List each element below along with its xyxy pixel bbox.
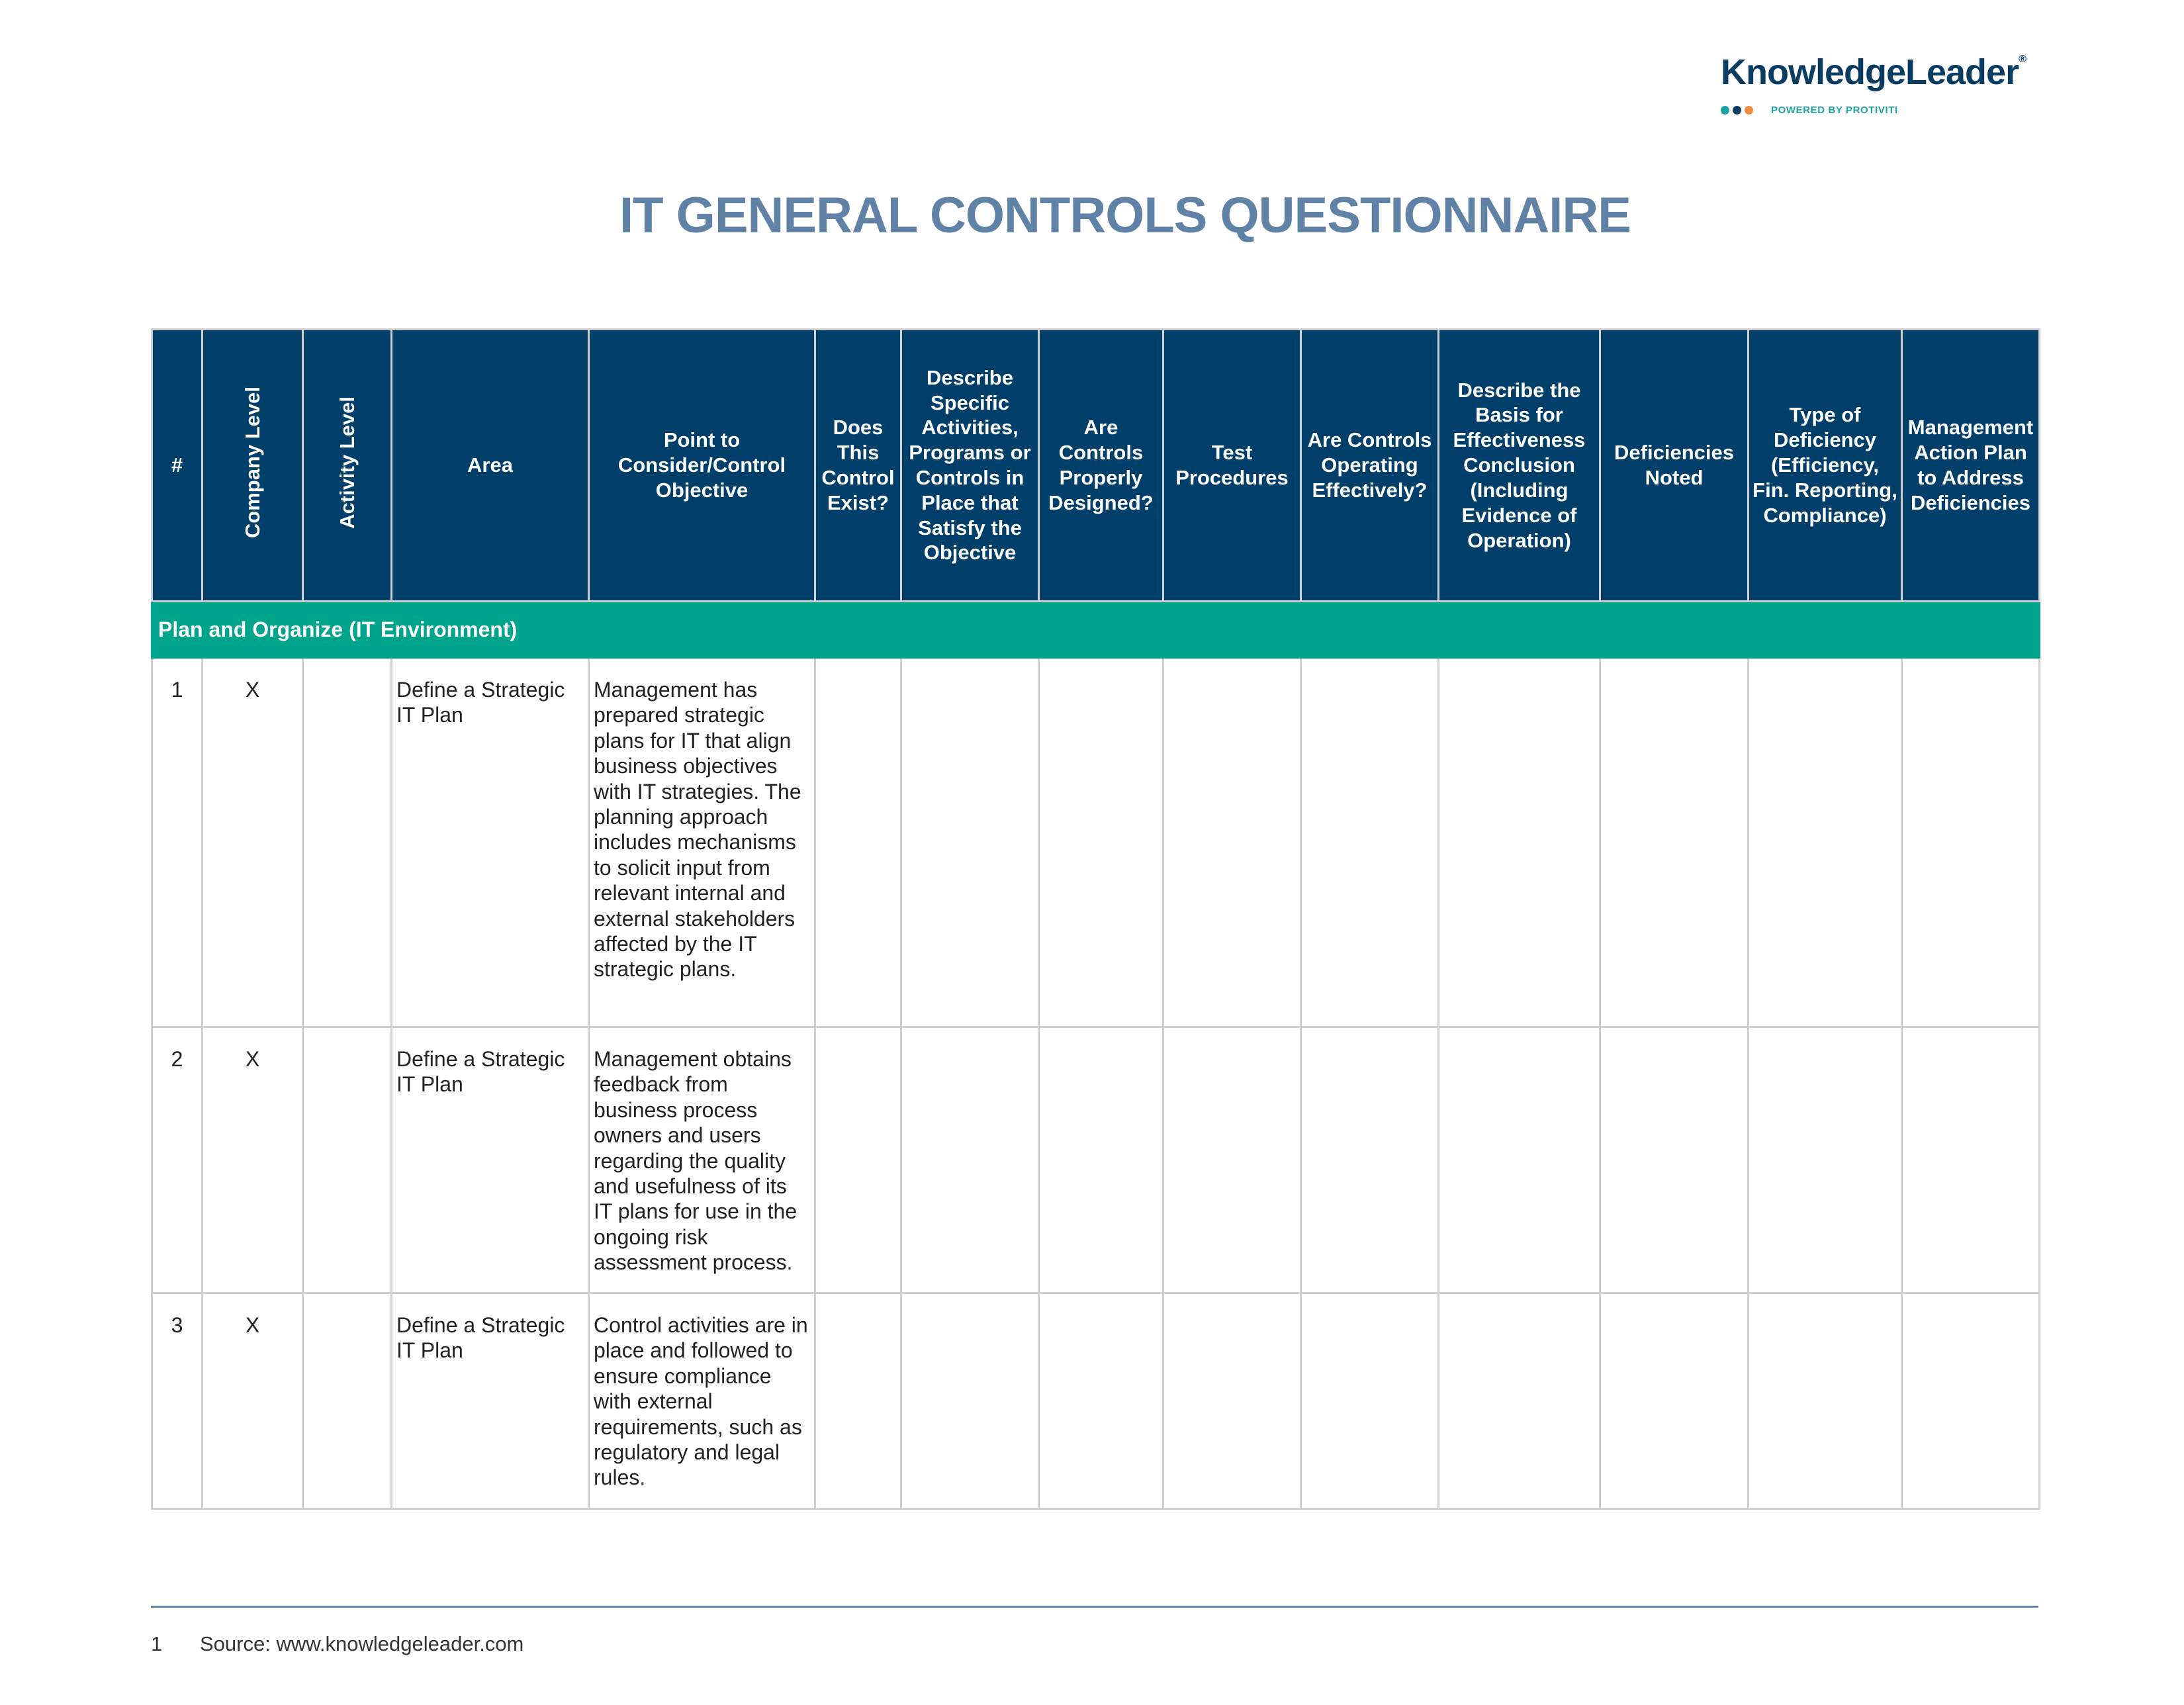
logo-wordmark: KnowledgeLeader bbox=[1721, 52, 2019, 92]
logo-dot-icon bbox=[1733, 106, 1741, 115]
logo-dot-icon bbox=[1745, 106, 1753, 115]
col-header-control-exist: Does This Control Exist? bbox=[815, 330, 901, 602]
area-cell: Define a Strategic IT Plan bbox=[392, 1293, 589, 1509]
col-header-operating-effectively: Are Controls Operating Effectively? bbox=[1301, 330, 1439, 602]
page-title: IT GENERAL CONTROLS QUESTIONNAIRE bbox=[619, 187, 1631, 244]
table-row bbox=[152, 1027, 2040, 1293]
objective-cell: Management obtains feedback from business process owners and users regarding the quality and usefulness of its IT plans for use in the ongoing risk assessment process. bbox=[589, 1027, 815, 1293]
deficiency-type-cell[interactable] bbox=[1749, 1293, 1902, 1509]
col-header-area: Area bbox=[392, 330, 589, 602]
test-procedures-cell[interactable] bbox=[1163, 1027, 1301, 1293]
control-exist-cell[interactable] bbox=[815, 1027, 901, 1293]
col-header-control-objective: Point to Consider/Control Objective bbox=[589, 330, 815, 602]
control-exist-cell[interactable] bbox=[815, 658, 901, 1027]
col-header-properly-designed: Are Controls Properly Designed? bbox=[1039, 330, 1163, 602]
header-row bbox=[152, 330, 2040, 602]
describe-activities-cell[interactable] bbox=[901, 1293, 1039, 1509]
objective-cell: Management has prepared strategic plans for IT that align business objectives with IT strategies. The planning approach includes mechanisms to solicit input from relevant internal and external stakeholders affected by the IT strategic plans. bbox=[589, 658, 815, 1027]
logo-registered-mark: ® bbox=[2019, 54, 2026, 65]
properly-designed-cell[interactable] bbox=[1039, 1293, 1163, 1509]
objective-cell: Control activities are in place and followed to ensure compliance with external requirements, such as regulatory and legal rules. bbox=[589, 1293, 815, 1509]
effectiveness-basis-cell[interactable] bbox=[1439, 1293, 1600, 1509]
activity-level-cell[interactable] bbox=[303, 658, 392, 1027]
operating-effectively-cell[interactable] bbox=[1301, 1027, 1439, 1293]
table-row bbox=[152, 1293, 2040, 1509]
logo-dot-icon bbox=[1721, 106, 1729, 115]
col-header-number: # bbox=[152, 330, 203, 602]
col-header-effectiveness-basis: Describe the Basis for Effectiveness Conclusion (Including Evidence of Operation) bbox=[1439, 330, 1600, 602]
col-header-activity-level: Activity Level bbox=[303, 330, 392, 602]
deficiency-type-cell[interactable] bbox=[1749, 1027, 1902, 1293]
describe-activities-cell[interactable] bbox=[901, 658, 1039, 1027]
table-row bbox=[152, 658, 2040, 1027]
row-number: 2 bbox=[152, 1027, 203, 1293]
section-row bbox=[152, 602, 2040, 658]
col-header-company-level: Company Level bbox=[203, 330, 303, 602]
control-exist-cell[interactable] bbox=[815, 1293, 901, 1509]
operating-effectively-cell[interactable] bbox=[1301, 1293, 1439, 1509]
row-number: 3 bbox=[152, 1293, 203, 1509]
area-cell: Define a Strategic IT Plan bbox=[392, 658, 589, 1027]
source-note: Source: www.knowledgeleader.com bbox=[200, 1632, 524, 1655]
section-title: Plan and Organize (IT Environment) bbox=[152, 602, 2040, 658]
col-header-describe-activities: Describe Specific Activities, Programs or Controls in Place that Satisfy the Objective bbox=[901, 330, 1039, 602]
activity-level-cell[interactable] bbox=[303, 1293, 392, 1509]
col-header-test-procedures: Test Procedures bbox=[1163, 330, 1301, 602]
deficiency-type-cell[interactable] bbox=[1749, 658, 1902, 1027]
action-plan-cell[interactable] bbox=[1902, 658, 2040, 1027]
company-level-cell[interactable]: X bbox=[203, 1027, 303, 1293]
logo-tagline: POWERED BY PROTIVITI bbox=[1771, 105, 1898, 116]
action-plan-cell[interactable] bbox=[1902, 1027, 2040, 1293]
activity-level-cell[interactable] bbox=[303, 1027, 392, 1293]
test-procedures-cell[interactable] bbox=[1163, 1293, 1301, 1509]
questionnaire-table bbox=[151, 328, 2040, 1510]
col-header-deficiencies-noted: Deficiencies Noted bbox=[1600, 330, 1749, 602]
row-number: 1 bbox=[152, 658, 203, 1027]
company-level-cell[interactable]: X bbox=[203, 658, 303, 1027]
effectiveness-basis-cell[interactable] bbox=[1439, 658, 1600, 1027]
deficiencies-noted-cell[interactable] bbox=[1600, 1293, 1749, 1509]
area-cell: Define a Strategic IT Plan bbox=[392, 1027, 589, 1293]
deficiencies-noted-cell[interactable] bbox=[1600, 1027, 1749, 1293]
action-plan-cell[interactable] bbox=[1902, 1293, 2040, 1509]
col-header-action-plan: Management Action Plan to Address Deficiencies bbox=[1902, 330, 2040, 602]
company-level-cell[interactable]: X bbox=[203, 1293, 303, 1509]
knowledgeleader-logo bbox=[1721, 54, 2052, 116]
footer-divider bbox=[151, 1606, 2038, 1608]
properly-designed-cell[interactable] bbox=[1039, 658, 1163, 1027]
deficiencies-noted-cell[interactable] bbox=[1600, 658, 1749, 1027]
describe-activities-cell[interactable] bbox=[901, 1027, 1039, 1293]
properly-designed-cell[interactable] bbox=[1039, 1027, 1163, 1293]
col-header-deficiency-type: Type of Deficiency (Efficiency, Fin. Reporting, Compliance) bbox=[1749, 330, 1902, 602]
operating-effectively-cell[interactable] bbox=[1301, 658, 1439, 1027]
test-procedures-cell[interactable] bbox=[1163, 658, 1301, 1027]
page-number: 1 bbox=[151, 1632, 163, 1655]
effectiveness-basis-cell[interactable] bbox=[1439, 1027, 1600, 1293]
